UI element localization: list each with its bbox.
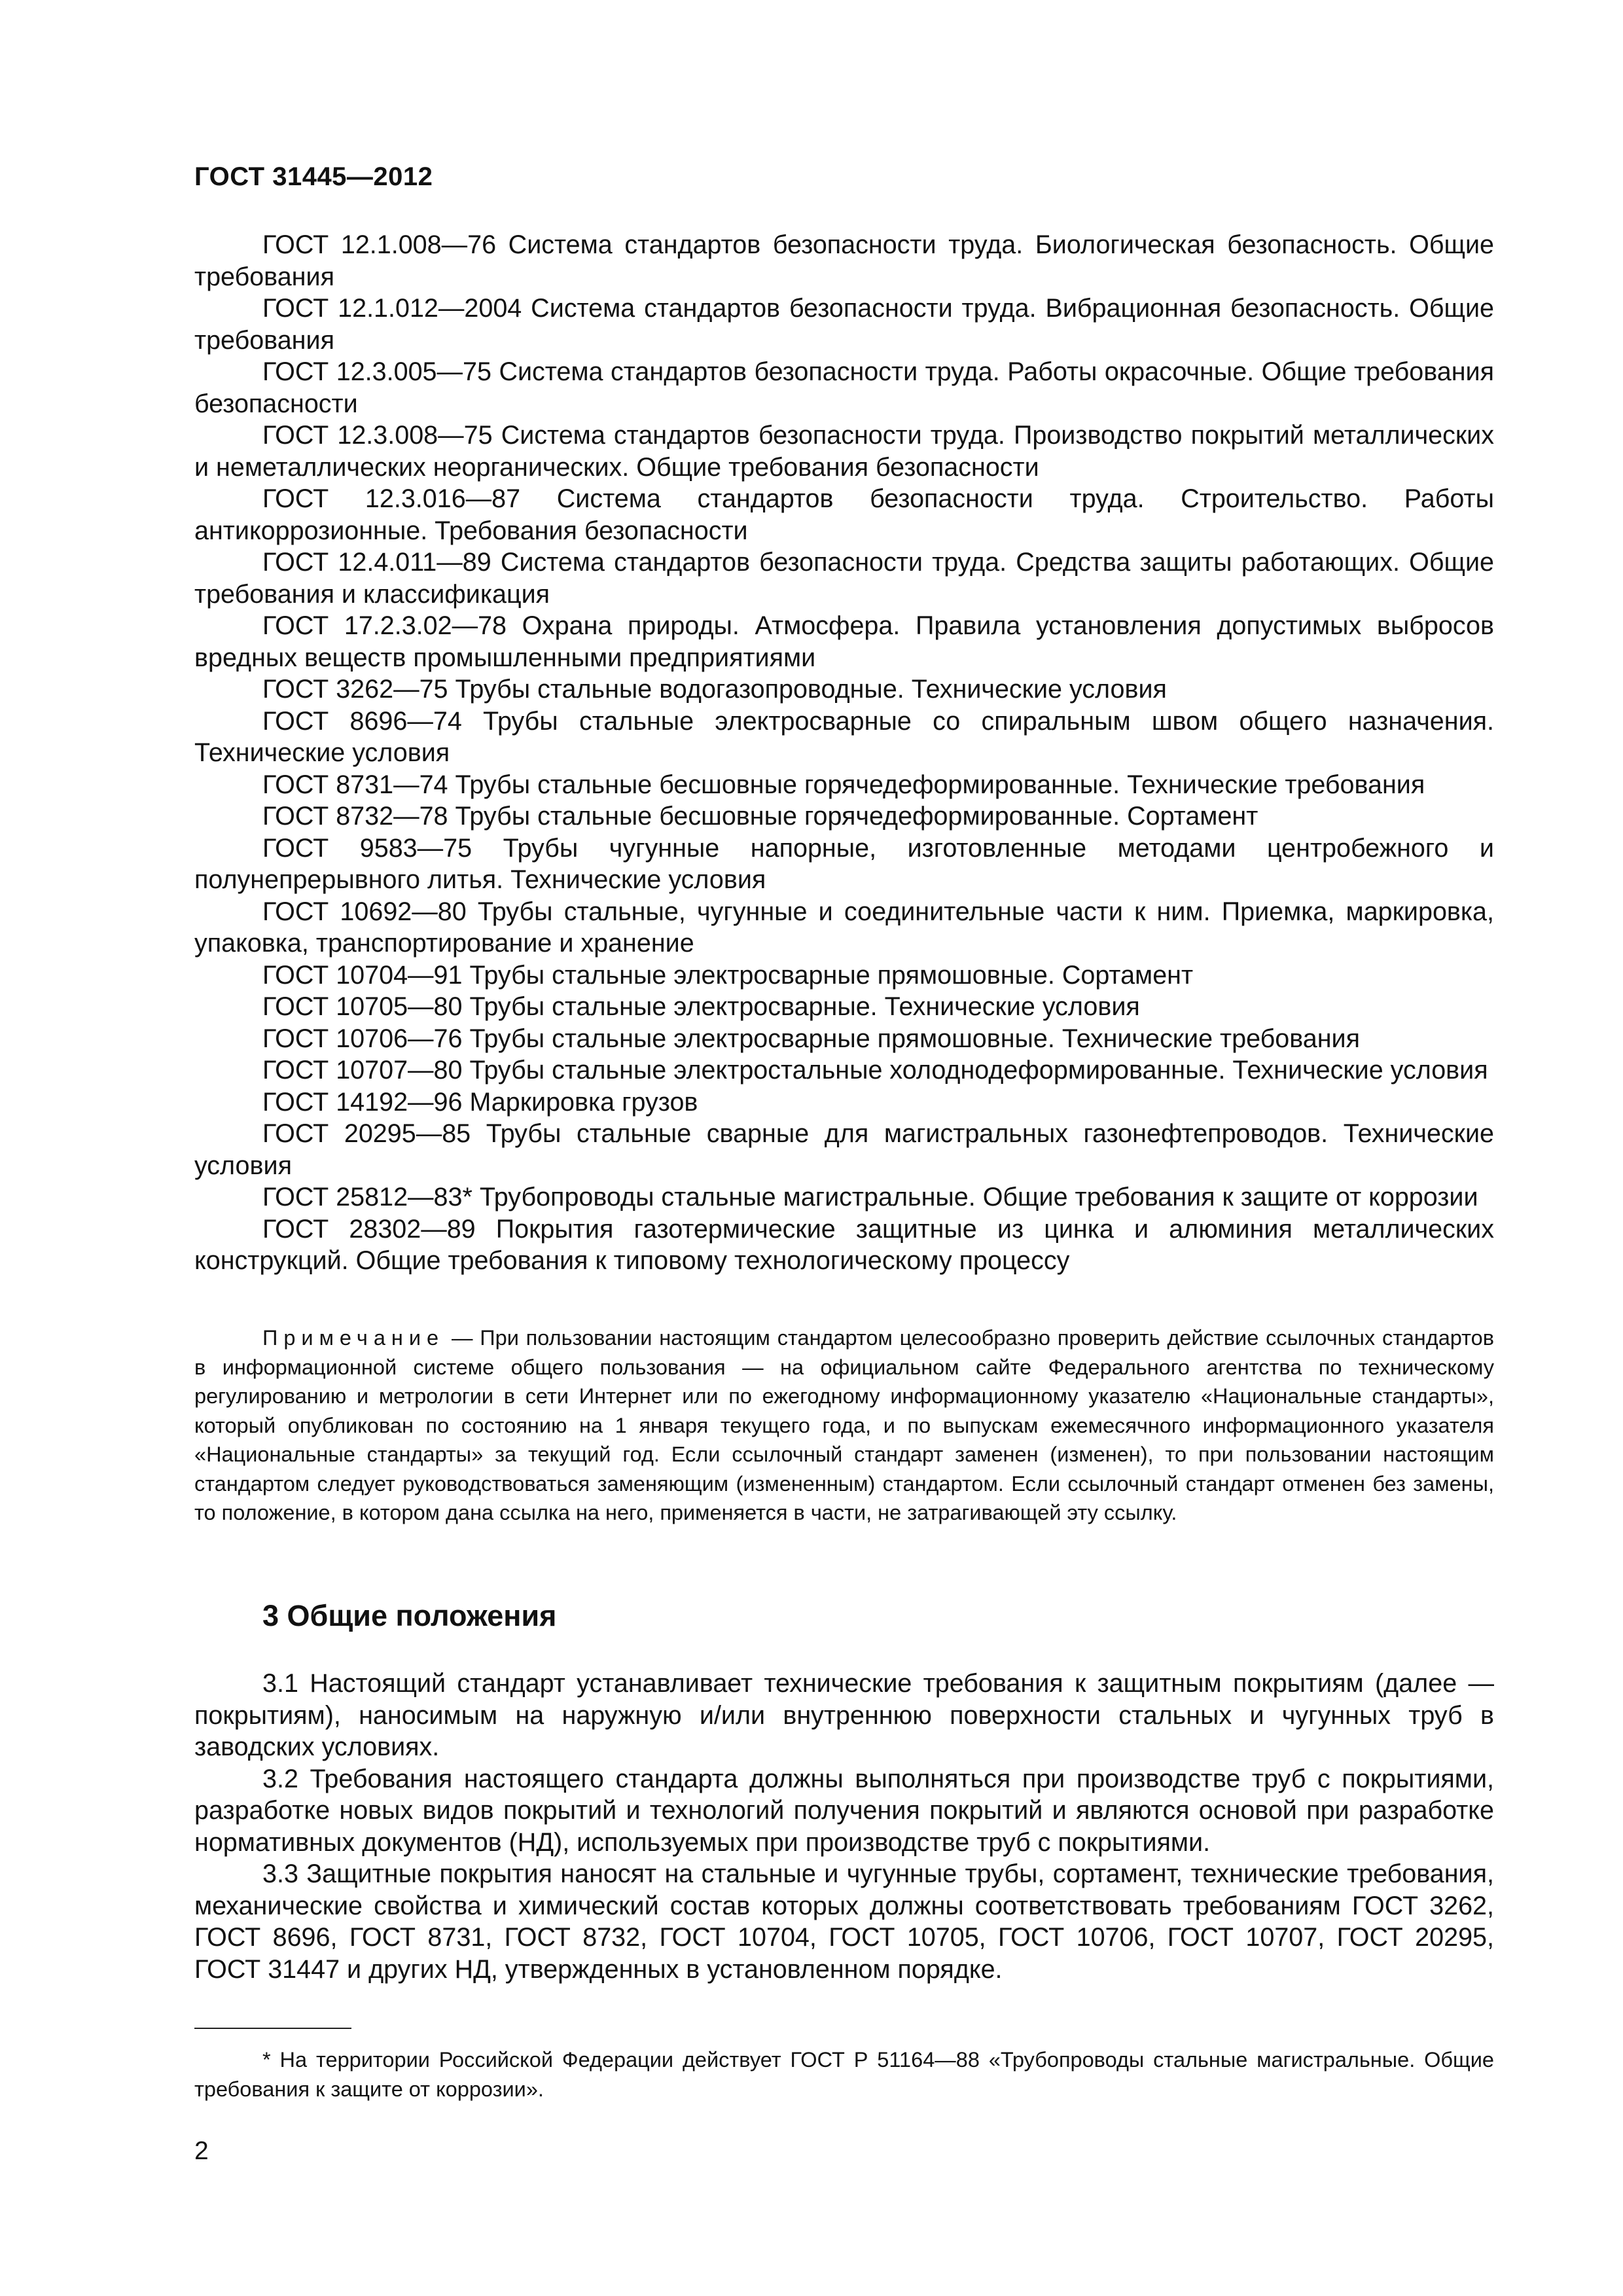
reference-item: ГОСТ 28302—89 Покрытия газотермические защитные из цинка и алюминия металлических конструкций. Общие требования к типовому технологическому процессу: [194, 1214, 1494, 1275]
reference-item: ГОСТ 17.2.3.02—78 Охрана природы. Атмосфера. Правила установления допустимых выбросов вредных веществ промышленными предприятиями: [194, 611, 1494, 672]
reference-item: ГОСТ 14192—96 Маркировка грузов: [262, 1087, 698, 1117]
section-paragraph: 3.3 Защитные покрытия наносят на стальные и чугунные трубы, сортамент, технические требования, механические свойства и химический состав которых должны соответствовать требованиям ГОСТ 3262, ГОСТ 8696, ГОСТ 8731, ГОСТ 8732, ГОСТ 10704, ГОСТ 10705, ГОСТ 10706, ГОСТ 10707, ГОСТ 20295, ГОСТ 31447 и других НД, утвержденных в установленном порядке.: [194, 1859, 1494, 1984]
reference-item: ГОСТ 3262—75 Трубы стальные водогазопроводные. Технические условия: [262, 675, 1167, 704]
section-title: 3 Общие положения: [262, 1599, 557, 1632]
reference-item: ГОСТ 12.3.016—87 Система стандартов безопасности труда. Строительство. Работы антикоррозионные. Требования безопасности: [194, 484, 1494, 545]
reference-item: ГОСТ 8732—78 Трубы стальные бесшовные горячедеформированные. Сортамент: [262, 802, 1258, 831]
reference-item: ГОСТ 10707—80 Трубы стальные электростальные холоднодеформированные. Технические условия: [262, 1056, 1488, 1085]
reference-item: ГОСТ 12.1.012—2004 Система стандартов безопасности труда. Вибрационная безопасность. Общие требования: [194, 294, 1494, 355]
reference-item: ГОСТ 10705—80 Трубы стальные электросварные. Технические условия: [262, 992, 1140, 1021]
footnote-divider: [194, 2028, 351, 2029]
note-text: — При пользовании настоящим стандартом целесообразно проверить действие ссылочных стандартов в информационной системе общего пользования — на официальном сайте Федерального агентства по техническому регулированию и метрологии в сети Интернет или по ежегодному информационному указателю «Национальные стандарты», который опубликован по состоянию на 1 января текущего года, и по выпускам ежемесячного информационного указателя «Национальные стандарты» за текущий год. Если ссылочный стандарт заменен (изменен), то при пользовании настоящим стандартом следует руководствоваться заменяющим (измененным) стандартом. Если ссылочный стандарт отменен без замены, то положение, в котором дана ссылка на него, применяется в части, не затрагивающей эту ссылку.: [194, 1326, 1495, 1524]
note-label: Примечание: [262, 1326, 445, 1350]
reference-item: ГОСТ 10692—80 Трубы стальные, чугунные и соединительные части к ним. Приемка, маркировка, упаковка, транспортирование и хранение: [194, 897, 1494, 958]
note-paragraph: [194, 1323, 1494, 1528]
section-body: [194, 1668, 1494, 1985]
document-header: ГОСТ 31445—2012: [194, 162, 433, 191]
reference-item: ГОСТ 12.3.005—75 Система стандартов безопасности труда. Работы окрасочные. Общие требования безопасности: [194, 357, 1494, 418]
page-number: 2: [194, 2137, 209, 2165]
reference-item: ГОСТ 12.1.008—76 Система стандартов безопасности труда. Биологическая безопасность. Общие требования: [194, 230, 1494, 291]
reference-item: ГОСТ 25812—83* Трубопроводы стальные магистральные. Общие требования к защите от коррозии: [262, 1183, 1478, 1211]
reference-item: ГОСТ 8696—74 Трубы стальные электросварные со спиральным швом общего назначения. Технические условия: [194, 706, 1494, 767]
reference-item: ГОСТ 10704—91 Трубы стальные электросварные прямошовные. Сортамент: [262, 960, 1194, 990]
section-paragraph: 3.2 Требования настоящего стандарта должны выполняться при производстве труб с покрытиями, разработке новых видов покрытий и технологий получения покрытий и являются основой при разработке нормативных документов (НД), используемых при производстве труб с покрытиями.: [194, 1764, 1494, 1857]
footnote: * На территории Российской Федерации действует ГОСТ Р 51164—88 «Трубопроводы стальные магистральные. Общие требования к защите от коррозии».: [194, 2048, 1494, 2101]
reference-item: ГОСТ 10706—76 Трубы стальные электросварные прямошовные. Технические требования: [262, 1024, 1361, 1053]
reference-item: ГОСТ 12.3.008—75 Система стандартов безопасности труда. Производство покрытий металлических и неметаллических неорганических. Общие требования безопасности: [194, 421, 1494, 482]
reference-item: ГОСТ 12.4.011—89 Система стандартов безопасности труда. Средства защиты работающих. Общие требования и классификация: [194, 548, 1494, 609]
normative-references-list: [194, 229, 1494, 1277]
reference-item: ГОСТ 9583—75 Трубы чугунные напорные, изготовленные методами центробежного и полунепрерывного литья. Технические условия: [194, 833, 1494, 894]
section-paragraph: 3.1 Настоящий стандарт устанавливает технические требования к защитным покрытиям (далее — покрытиям), наносимым на наружную и/или внутреннюю поверхности стальных и чугунных труб в заводских условиях.: [194, 1669, 1494, 1761]
reference-item: ГОСТ 8731—74 Трубы стальные бесшовные горячедеформированные. Технические требования: [262, 770, 1425, 799]
reference-item: ГОСТ 20295—85 Трубы стальные сварные для магистральных газонефтепроводов. Технические условия: [194, 1119, 1494, 1180]
